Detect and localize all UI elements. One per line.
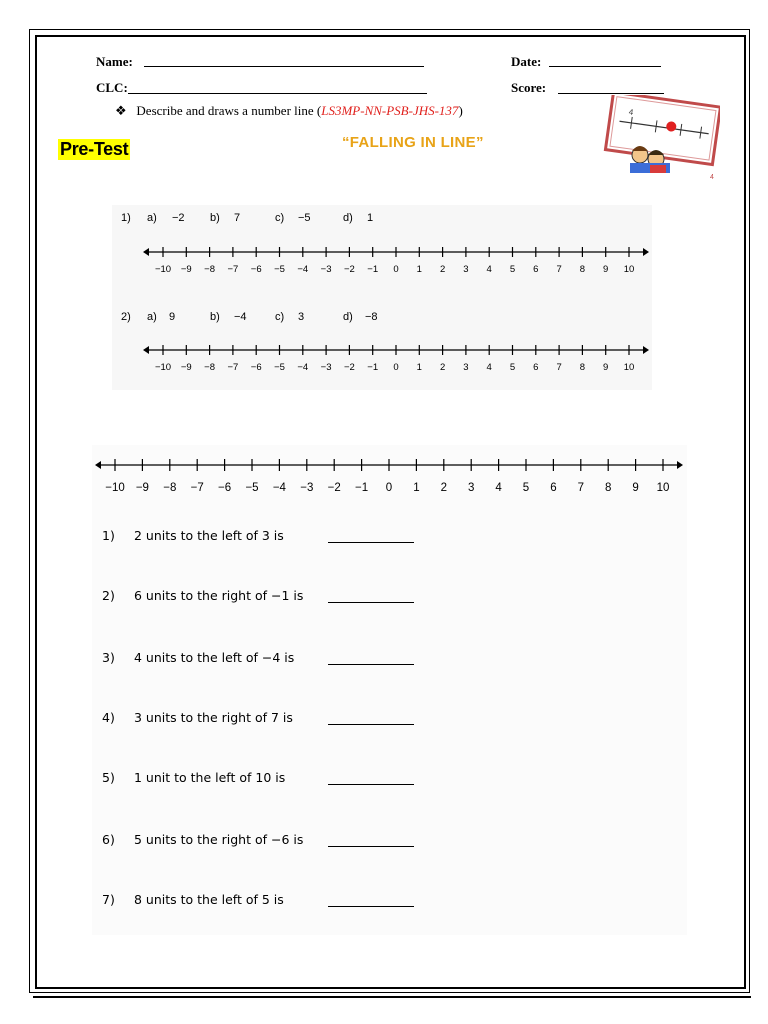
question-text: 5 units to the right of −6 is bbox=[134, 832, 304, 847]
tick-label: −5 bbox=[245, 482, 259, 494]
tick-label: 3 bbox=[467, 482, 475, 494]
diamond-bullet-icon: ❖ bbox=[115, 103, 127, 118]
tick-label: −6 bbox=[250, 264, 262, 275]
item-value: −5 bbox=[298, 212, 311, 224]
tick-label: 1 bbox=[416, 362, 422, 373]
svg-text:4: 4 bbox=[628, 107, 634, 118]
tick-label: 6 bbox=[550, 482, 557, 494]
question-number: 4) bbox=[102, 710, 115, 725]
tick-label: 8 bbox=[604, 482, 612, 494]
tick-label: −8 bbox=[204, 362, 216, 373]
worksheet-title: “FALLING IN LINE” bbox=[342, 134, 484, 151]
date-label: Date: bbox=[511, 54, 542, 69]
answer-blank[interactable] bbox=[328, 602, 414, 603]
tick-label: −8 bbox=[163, 482, 177, 494]
tick-label: −1 bbox=[355, 482, 369, 494]
name-label: Name: bbox=[96, 54, 133, 69]
tick-label: −2 bbox=[327, 482, 341, 494]
answer-blank[interactable] bbox=[328, 906, 414, 907]
kids-number-line-clipart-icon bbox=[600, 95, 720, 180]
number-line-1 bbox=[140, 240, 655, 278]
tick-label: −9 bbox=[180, 264, 192, 275]
date-field-line[interactable] bbox=[549, 66, 661, 67]
pretest-label: Pre-Test bbox=[60, 139, 129, 159]
score-label: Score: bbox=[511, 80, 547, 95]
tick-label: −5 bbox=[274, 362, 285, 373]
tick-label: 5 bbox=[509, 362, 516, 373]
competency-code: LS3MP-NN-PSB-JHS-137 bbox=[321, 103, 459, 118]
objective-line bbox=[115, 103, 463, 119]
question-text: 1 unit to the left of 10 is bbox=[134, 770, 286, 785]
tick-label: −3 bbox=[320, 264, 332, 275]
item-value: 1 bbox=[367, 212, 374, 224]
right-arrow-icon bbox=[643, 248, 649, 256]
tick-label: 10 bbox=[623, 362, 635, 373]
number-line-2 bbox=[140, 339, 655, 377]
question-text: 6 units to the right of −1 is bbox=[134, 588, 304, 603]
clc-field-line[interactable] bbox=[128, 93, 427, 94]
answer-blank[interactable] bbox=[328, 846, 414, 847]
tick-label: 2 bbox=[440, 482, 448, 494]
answer-blank[interactable] bbox=[328, 542, 414, 543]
tick-label: 5 bbox=[509, 264, 516, 275]
tick-label: 4 bbox=[486, 362, 492, 373]
tick-label: 1 bbox=[416, 264, 422, 275]
problem-number: 1) bbox=[121, 212, 131, 224]
tick-label: 2 bbox=[439, 264, 446, 275]
question-number: 2) bbox=[102, 588, 115, 603]
tick-label: −9 bbox=[180, 362, 192, 373]
item-letter: c) bbox=[275, 311, 285, 323]
svg-text:4: 4 bbox=[710, 174, 714, 180]
question-text: 4 units to the left of −4 is bbox=[134, 650, 295, 665]
tick-label: 8 bbox=[579, 362, 586, 373]
tick-label: −4 bbox=[297, 362, 309, 373]
tick-label: 0 bbox=[385, 482, 393, 494]
objective-close: ) bbox=[458, 103, 463, 118]
tick-label: −3 bbox=[320, 362, 332, 373]
objective-text: Describe and draws a number line ( bbox=[136, 103, 322, 118]
tick-label: −2 bbox=[343, 362, 355, 373]
item-letter: b) bbox=[210, 212, 220, 224]
item-value: −8 bbox=[365, 311, 378, 323]
question-number: 3) bbox=[102, 650, 115, 665]
question-number: 7) bbox=[102, 892, 115, 907]
tick-label: −9 bbox=[135, 482, 149, 494]
item-letter: b) bbox=[210, 311, 220, 323]
tick-label: −8 bbox=[204, 264, 216, 275]
question-number: 5) bbox=[102, 770, 115, 785]
bottom-rule bbox=[33, 996, 751, 998]
item-value: −2 bbox=[172, 212, 185, 224]
tick-label: 4 bbox=[495, 482, 502, 494]
tick-label: 7 bbox=[556, 264, 562, 275]
tick-label: 5 bbox=[522, 482, 530, 494]
tick-label: −1 bbox=[367, 264, 379, 275]
score-field-line[interactable] bbox=[558, 93, 664, 94]
tick-label: −4 bbox=[272, 482, 286, 494]
tick-label: 6 bbox=[533, 362, 539, 373]
clc-label: CLC: bbox=[96, 80, 128, 95]
question-number: 1) bbox=[102, 528, 115, 543]
tick-label: 3 bbox=[463, 264, 469, 275]
answer-blank[interactable] bbox=[328, 724, 414, 725]
left-arrow-icon bbox=[143, 346, 149, 354]
tick-label: −5 bbox=[274, 264, 285, 275]
tick-label: −6 bbox=[250, 362, 262, 373]
answer-blank[interactable] bbox=[328, 784, 414, 785]
units-questions-panel bbox=[92, 445, 687, 935]
tick-label: −10 bbox=[154, 362, 172, 373]
tick-label: −7 bbox=[190, 482, 204, 494]
question-text: 2 units to the left of 3 is bbox=[134, 528, 284, 543]
tick-label: 9 bbox=[632, 482, 639, 494]
left-arrow-icon bbox=[95, 461, 101, 469]
item-value: 7 bbox=[234, 212, 241, 224]
tick-label: −10 bbox=[154, 264, 172, 275]
item-value: 3 bbox=[298, 311, 305, 323]
item-letter: d) bbox=[343, 212, 353, 224]
left-arrow-icon bbox=[143, 248, 149, 256]
tick-label: −3 bbox=[300, 482, 314, 494]
tick-label: −7 bbox=[227, 264, 239, 275]
item-value: 9 bbox=[169, 311, 176, 323]
item-letter: d) bbox=[343, 311, 353, 323]
tick-label: 1 bbox=[413, 482, 420, 494]
tick-label: 3 bbox=[463, 362, 469, 373]
question-number: 6) bbox=[102, 832, 115, 847]
tick-label: 10 bbox=[656, 482, 670, 494]
tick-label: 10 bbox=[623, 264, 635, 275]
tick-label: 0 bbox=[393, 264, 399, 275]
tick-label: −2 bbox=[343, 264, 355, 275]
tick-label: 2 bbox=[439, 362, 446, 373]
problem-number: 2) bbox=[121, 311, 131, 323]
tick-label: 9 bbox=[603, 264, 609, 275]
tick-label: 6 bbox=[533, 264, 539, 275]
answer-blank[interactable] bbox=[328, 664, 414, 665]
question-text: 8 units to the left of 5 is bbox=[134, 892, 284, 907]
right-arrow-icon bbox=[677, 461, 683, 469]
tick-label: 7 bbox=[577, 482, 585, 494]
tick-label: 4 bbox=[486, 264, 492, 275]
tick-label: −10 bbox=[105, 482, 125, 494]
name-field-line[interactable] bbox=[144, 66, 424, 67]
tick-label: 0 bbox=[393, 362, 399, 373]
tick-label: 9 bbox=[603, 362, 609, 373]
tick-label: −6 bbox=[218, 482, 232, 494]
tick-label: 7 bbox=[556, 362, 562, 373]
question-text: 3 units to the right of 7 is bbox=[134, 710, 293, 725]
tick-label: −7 bbox=[227, 362, 239, 373]
tick-label: 8 bbox=[579, 264, 586, 275]
item-letter: a) bbox=[147, 311, 157, 323]
tick-label: −4 bbox=[297, 264, 309, 275]
item-letter: c) bbox=[275, 212, 285, 224]
tick-label: −1 bbox=[367, 362, 379, 373]
right-arrow-icon bbox=[643, 346, 649, 354]
item-value: −4 bbox=[234, 311, 247, 323]
number-line-large bbox=[90, 452, 690, 498]
item-letter: a) bbox=[147, 212, 157, 224]
